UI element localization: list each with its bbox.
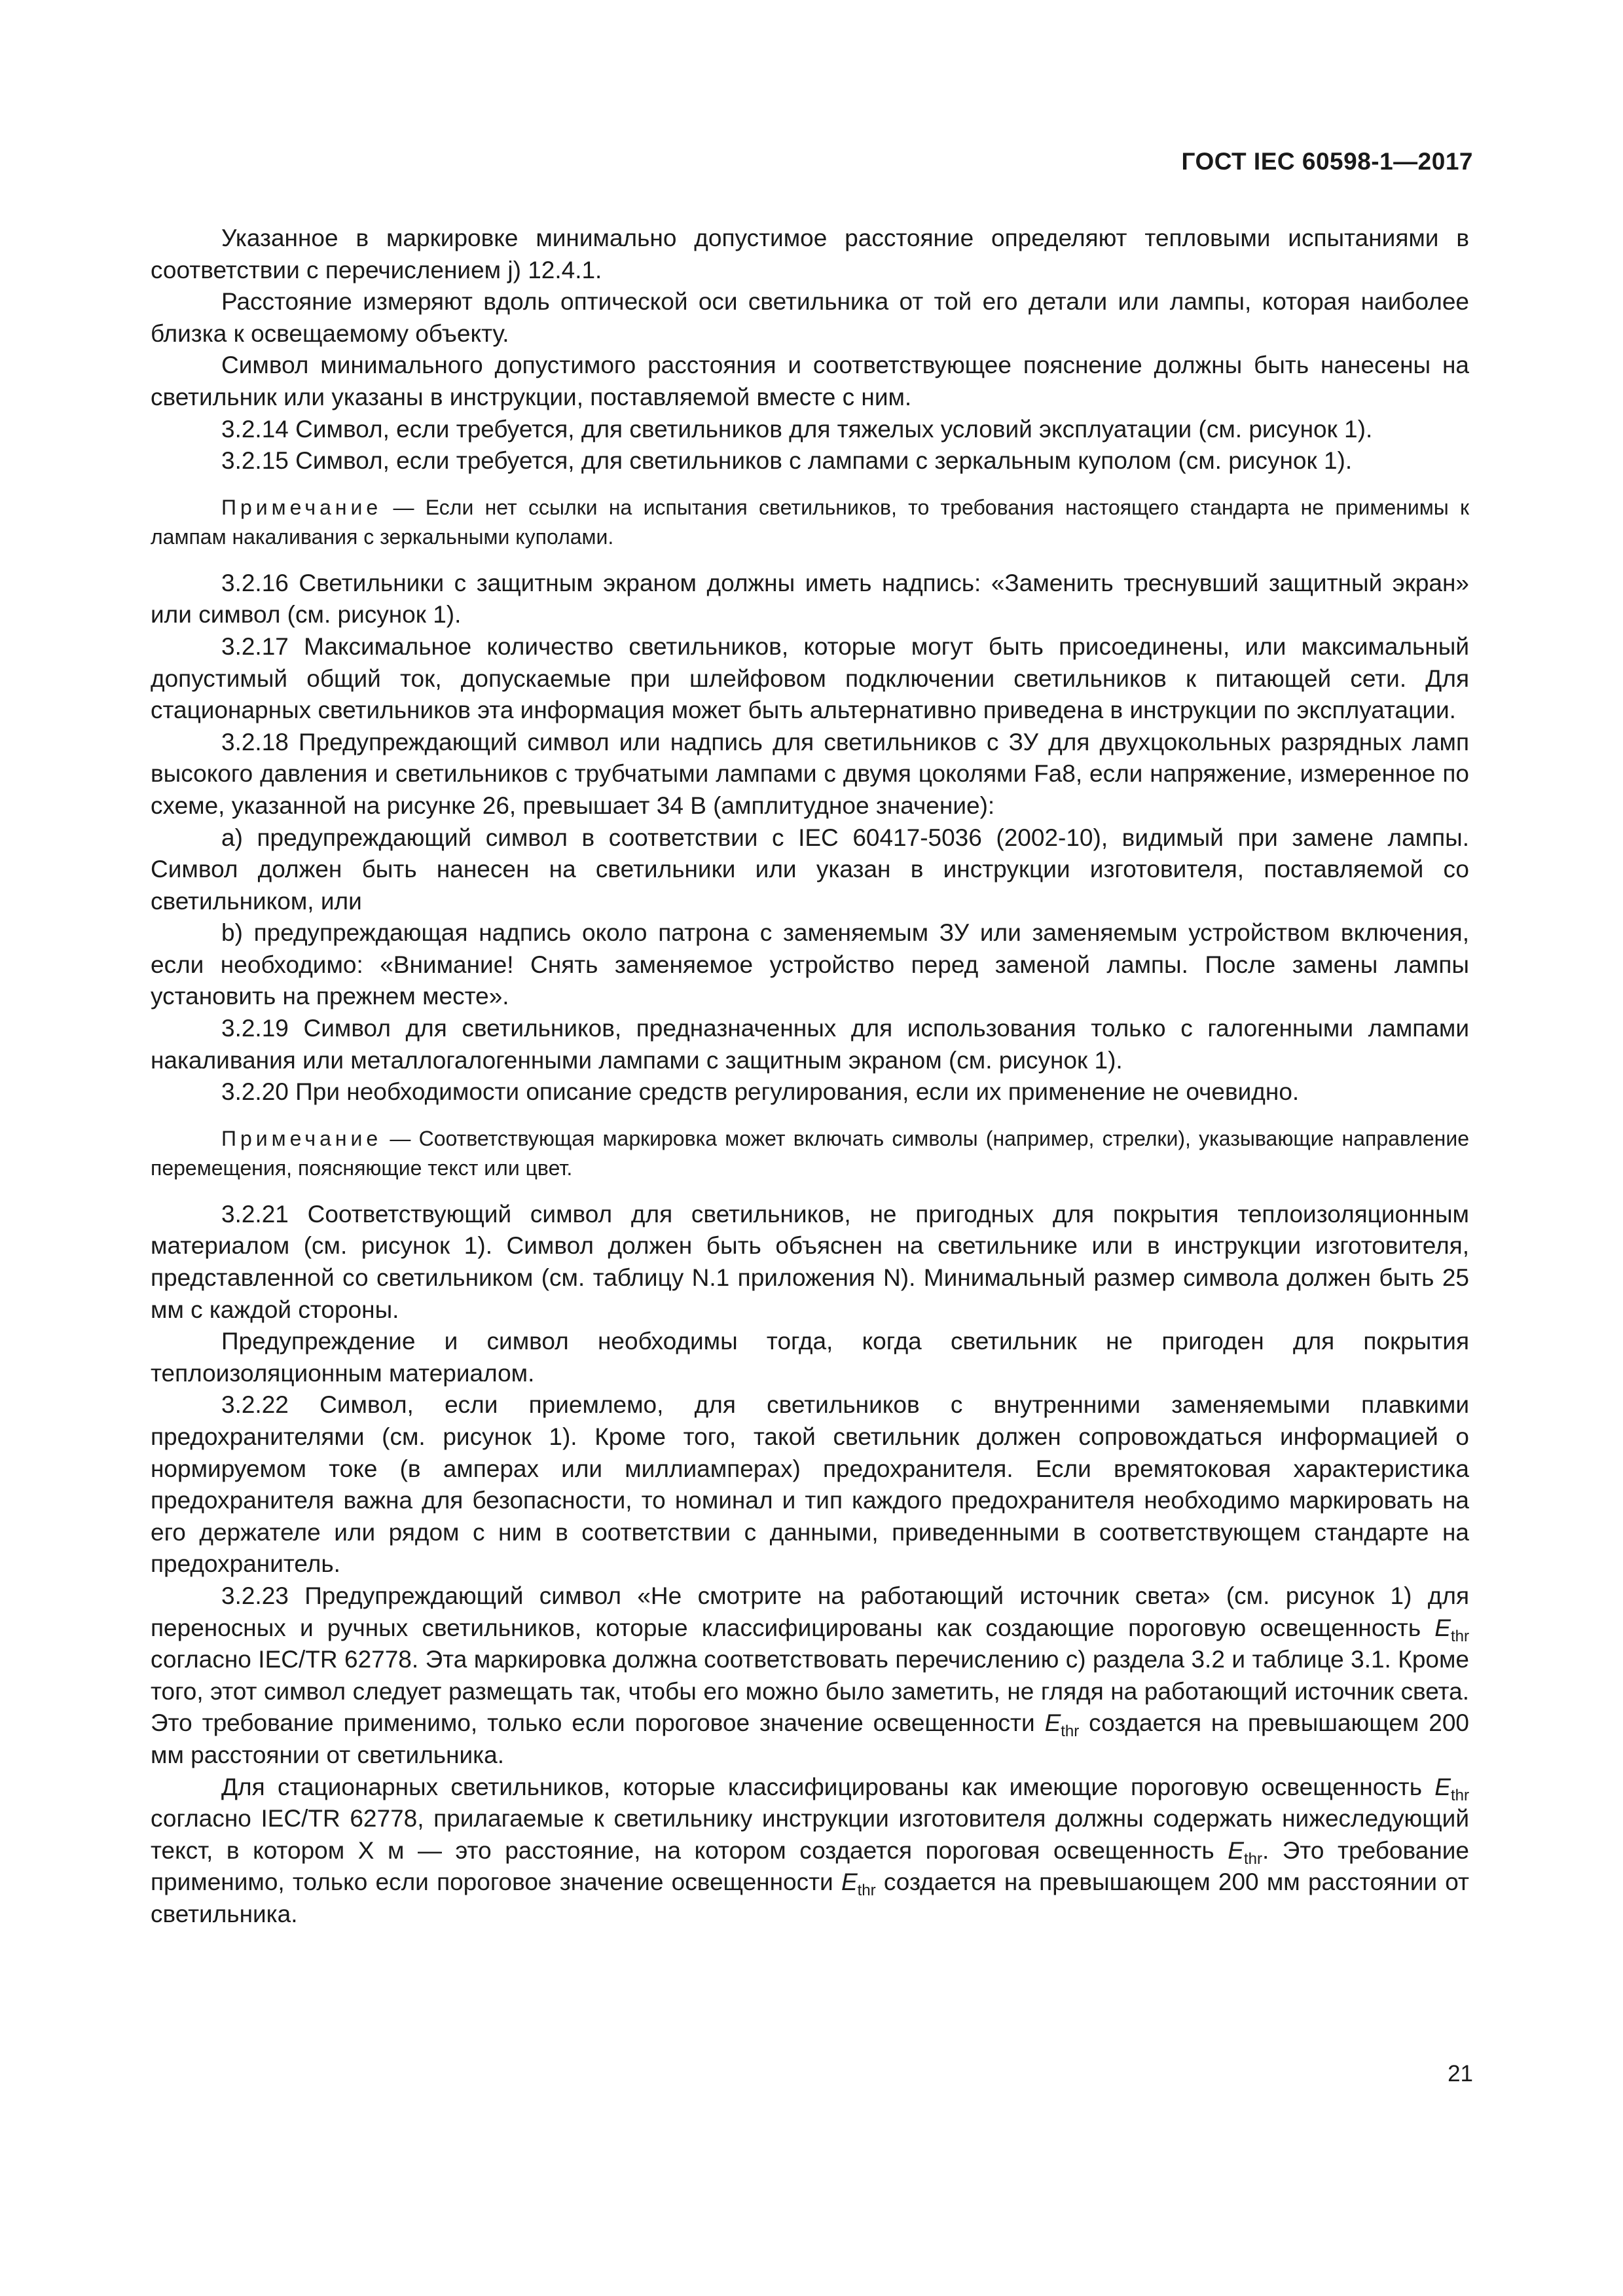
symbol-thr: thr: [1450, 1627, 1469, 1645]
text-run: 3.2.23 Предупреждающий символ «Не смотрите на работающий источник света» (см. рисунок 1) для переносных и ручных светильников, которые классифицированы как создающие пороговую освещенность: [151, 1582, 1469, 1641]
clause-3-2-18: 3.2.18 Предупреждающий символ или надпись для светильников с ЗУ для двухцокольных разрядных ламп высокого давления и светильников с трубчатыми лампами с двумя цоколями Fa8, если напряжение, измеренное по схеме, указанной на рисунке 26, превышает 34 В (амплитудное значение):: [151, 728, 1469, 819]
symbol-e: E: [1044, 1709, 1061, 1737]
clause-3-2-23: [151, 1580, 1469, 1772]
note-text: — Соответствующая маркировка может включать символы (например, стрелки), указывающие направление перемещения, поясняющие текст или цвет.: [151, 1126, 1469, 1180]
text-run: согласно IEC/TR 62778, прилагаемые к светильнику инструкции изготовителя должны содержать нижеследующий текст, в котором X м — это расстояние, на котором создается пороговая освещенность: [151, 1805, 1469, 1864]
paragraph: Расстояние измеряют вдоль оптической оси светильника от той его детали или лампы, которая наиболее близка к освещаемому объекту.: [151, 288, 1469, 347]
paragraph: [151, 1772, 1469, 1931]
clause-3-2-20: 3.2.20 При необходимости описание средств регулирования, если их применение не очевидно.: [221, 1078, 1300, 1106]
list-item-a: a) предупреждающий символ в соответствии с IEC 60417-5036 (2002-10), видимый при замене лампы. Символ должен быть нанесен на светильники или указан в инструкции изготовителя, поставляемой со светильником, или: [151, 824, 1469, 915]
clause-3-2-15: 3.2.15 Символ, если требуется, для светильников с лампами с зеркальным куполом (см. рисунок 1).: [221, 447, 1353, 475]
symbol-thr: thr: [1061, 1722, 1080, 1741]
symbol-thr: thr: [857, 1882, 876, 1900]
symbol-e: E: [1434, 1614, 1451, 1641]
text-run: Для стационарных светильников, которые классифицированы как имеющие пороговую освещенность: [221, 1773, 1435, 1800]
symbol-e: E: [841, 1868, 858, 1896]
clause-3-2-16: 3.2.16 Светильники с защитным экраном должны иметь надпись: «Заменить треснувший защитный экран» или символ (см. рисунок 1).: [151, 569, 1469, 629]
text-run: создается на превышающем 200 мм расстоянии от светильника.: [151, 1709, 1469, 1768]
symbol-thr: thr: [1243, 1850, 1262, 1868]
note-1: [151, 493, 1469, 552]
note-text: — Если нет ссылки на испытания светильников, то требования настоящего стандарта не применимы к лампам накаливания с зеркальными куполами.: [151, 495, 1469, 549]
symbol-thr: thr: [1450, 1786, 1469, 1804]
paragraph: Указанное в маркировке минимально допустимое расстояние определяют тепловыми испытаниями в соответствии с перечислением j) 12.4.1.: [151, 225, 1469, 283]
text-run: . Это требование применимо, только если пороговое значение освещенности: [151, 1836, 1469, 1896]
document-standard-header: ГОСТ IEC 60598-1—2017: [1181, 148, 1473, 175]
symbol-e: E: [1434, 1773, 1451, 1800]
clause-3-2-22: 3.2.22 Символ, если приемлемо, для светильников с внутренними заменяемыми плавкими предохранителями (см. рисунок 1). Кроме того, такой светильник должен сопровождаться информацией о нормируемом токе (в амперах или миллиамперах) предохранителя. Если времятоковая характеристика предохранителя важна для безопасности, то номинал и тип каждого предохранителя необходимо маркировать на его держателе или рядом с ним в соответствии с данными, приведенными в соответствующем стандарте на предохранитель.: [151, 1391, 1469, 1578]
clause-3-2-21: 3.2.21 Соответствующий символ для светильников, не пригодных для покрытия теплоизоляционным материалом (см. рисунок 1). Символ должен быть объяснен на светильнике или в инструкции изготовителя, представленной со светильником (см. таблицу N.1 приложения N). Минимальный размер символа должен быть 25 мм с каждой стороны.: [151, 1200, 1469, 1323]
clause-3-2-17: 3.2.17 Максимальное количество светильников, которые могут быть присоединены, или максимальный допустимый общий ток, допускаемые при шлейфовом подключении светильников к питающей сети. Для стационарных светильников эта информация может быть альтернативно приведена в инструкции по эксплуатации.: [151, 632, 1469, 724]
page-number: 21: [1448, 2061, 1473, 2086]
note-2: [151, 1124, 1469, 1183]
text-run: создается на превышающем 200 мм расстоянии от светильника.: [151, 1868, 1469, 1927]
list-item-b: b) предупреждающая надпись около патрона с заменяемым ЗУ или заменяемым устройством включения, если необходимо: «Внимание! Снять заменяемое устройство перед заменой лампы. После замены лампы установить на прежнем месте».: [151, 919, 1469, 1010]
symbol-e: E: [1228, 1836, 1244, 1864]
note-label: Примечание: [221, 495, 382, 519]
paragraph: Предупреждение и символ необходимы тогда, когда светильник не пригоден для покрытия теплоизоляционным материалом.: [151, 1328, 1469, 1387]
document-body: [151, 223, 1469, 1931]
paragraph: Символ минимального допустимого расстояния и соответствующее пояснение должны быть нанесены на светильник или указаны в инструкции, поставляемой вместе с ним.: [151, 352, 1469, 410]
clause-3-2-19: 3.2.19 Символ для светильников, предназначенных для использования только с галогенными лампами накаливания или металлогалогенными лампами с защитным экраном (см. рисунок 1).: [151, 1015, 1469, 1074]
clause-3-2-14: 3.2.14 Символ, если требуется, для светильников для тяжелых условий эксплуатации (см. рисунок 1).: [221, 415, 1373, 443]
note-label: Примечание: [221, 1126, 382, 1150]
text-run: согласно IEC/TR 62778. Эта маркировка должна соответствовать перечислению с) раздела 3.2 и таблице 3.1. Кроме того, этот символ следует размещать так, чтобы его можно было заметить, не глядя на работающий источник света. Это требование применимо, только если пороговое значение освещенности: [151, 1646, 1469, 1737]
